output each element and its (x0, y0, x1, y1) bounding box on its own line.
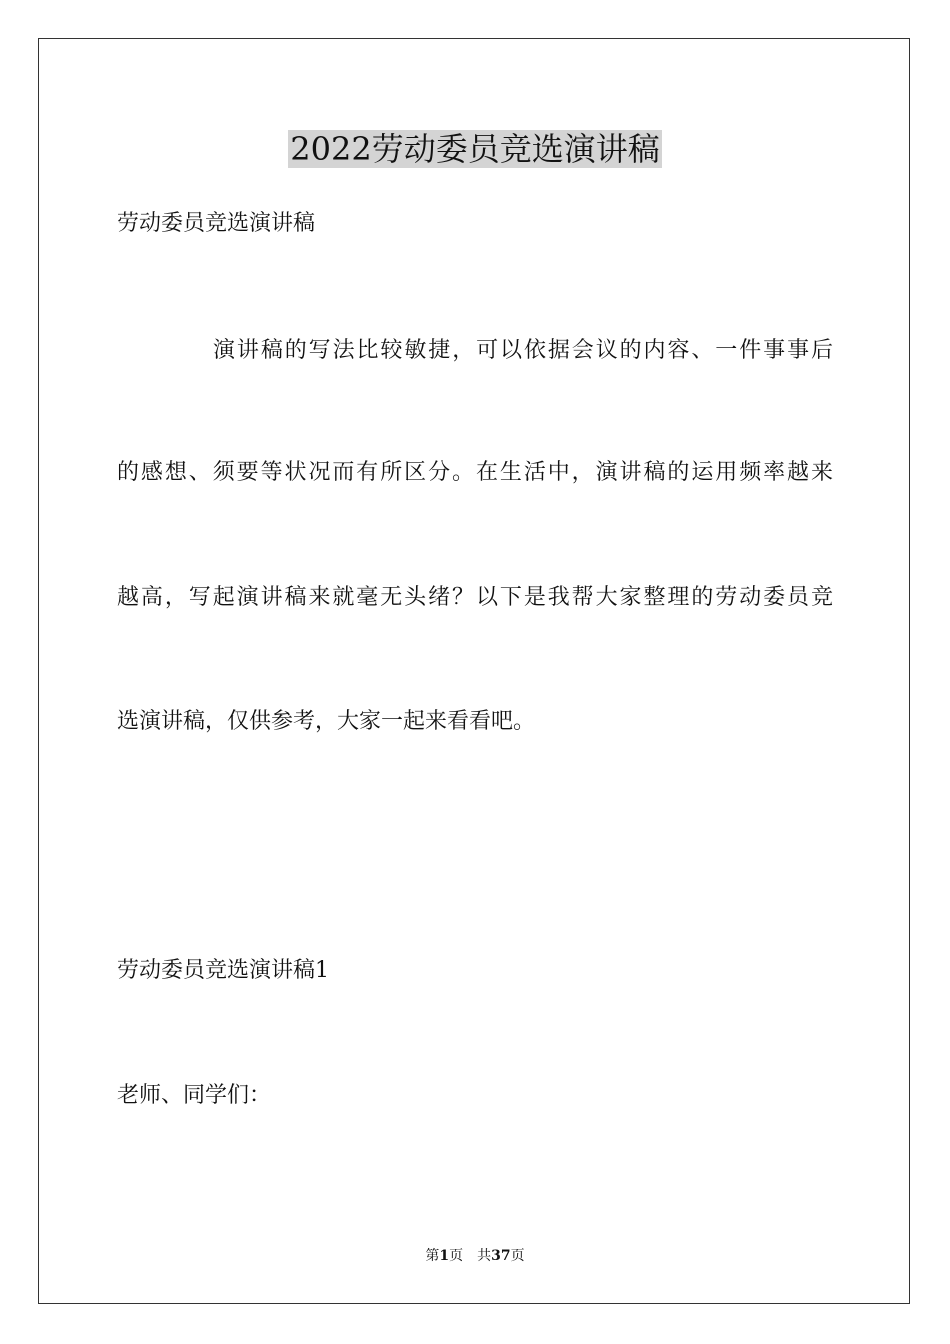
document-title (0, 128, 950, 170)
salutation: 老师、同学们： (117, 1083, 272, 1108)
intro-line-4: 选演讲稿，仅供参考，大家一起来看看吧。 (117, 709, 536, 734)
total-suffix: 页 (510, 1248, 525, 1264)
page-suffix: 页 (449, 1248, 464, 1264)
intro-line-2: 的感想、须要等状况而有所区分。在生活中，演讲稿的运用频率越来 (117, 460, 833, 485)
total-prefix: 共 (477, 1248, 492, 1264)
page-number: 1 (439, 1248, 450, 1264)
intro-line-3: 越高，写起演讲稿来就毫无头绪？以下是我帮大家整理的劳动委员竞 (117, 585, 833, 610)
page-prefix: 第 (425, 1248, 440, 1264)
document-title-text: 2022劳动委员竞选演讲稿 (290, 130, 660, 168)
total-pages: 37 (491, 1248, 511, 1264)
page-footer (0, 1246, 950, 1266)
section-heading: 劳动委员竞选演讲稿1 (117, 958, 329, 983)
document-subtitle: 劳动委员竞选演讲稿 (117, 211, 316, 236)
intro-line-1: 演讲稿的写法比较敏捷，可以依据会议的内容、一件事事后 (213, 338, 833, 363)
